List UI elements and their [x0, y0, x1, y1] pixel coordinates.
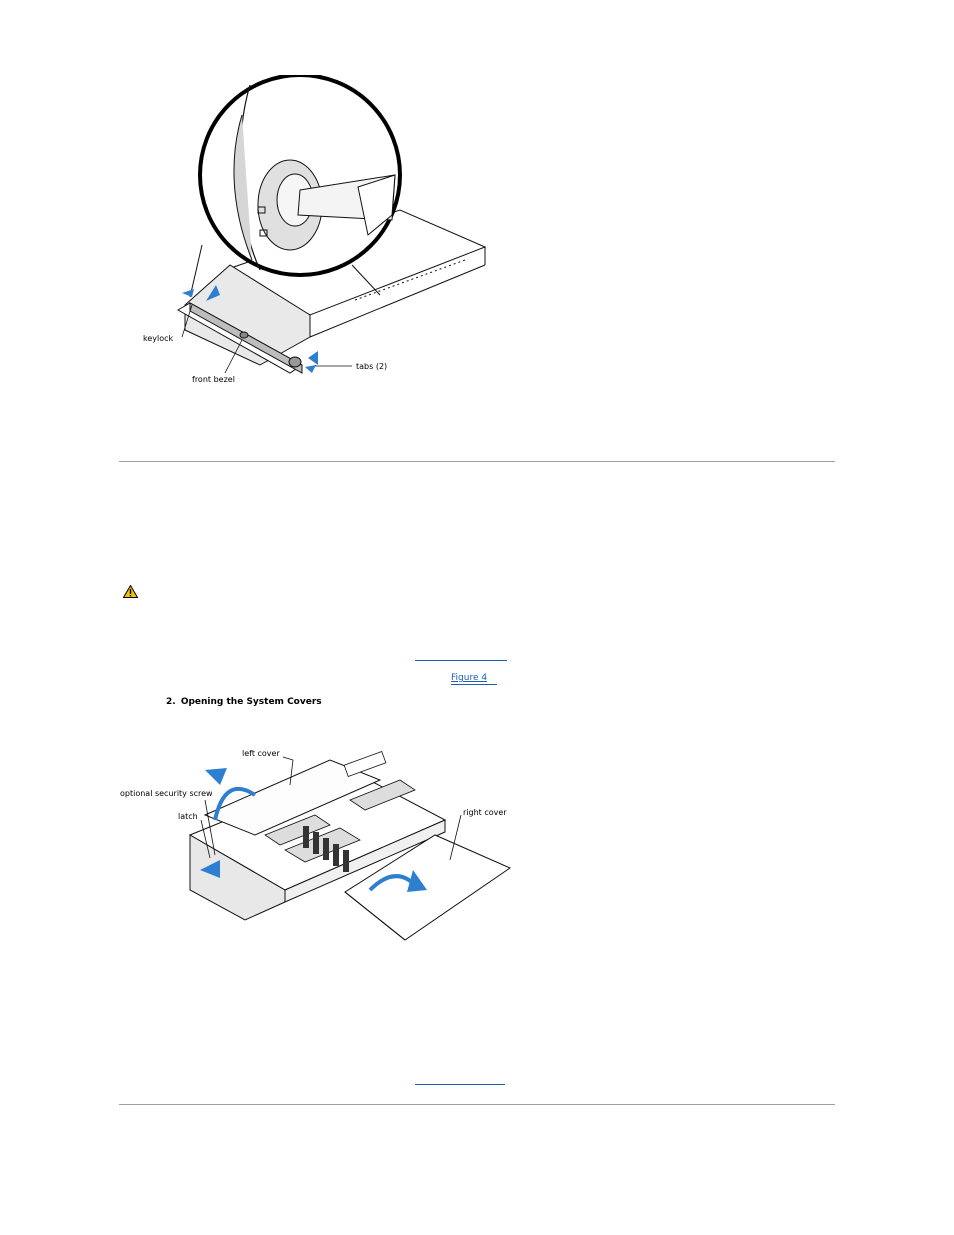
front-bezel-figure: [130, 75, 510, 395]
callout-optional-security-screw: optional security screw: [120, 789, 213, 798]
callout-left-cover: left cover: [242, 749, 280, 758]
callout-tabs: tabs (2): [356, 362, 388, 371]
step-title: Opening the System Covers: [180, 697, 322, 707]
step-number: 2.: [166, 697, 176, 707]
figure-4-link[interactable]: Figure 4: [451, 673, 488, 683]
system-covers-figure: [115, 740, 515, 950]
figure-4-link-underline: [451, 684, 497, 685]
section-divider-top: [119, 461, 835, 462]
callout-right-cover: right cover: [463, 808, 507, 817]
step-2-heading: [166, 697, 322, 707]
warning-triangle-icon: [123, 585, 138, 598]
section-divider-bottom: [119, 1104, 835, 1105]
callout-latch: latch: [178, 812, 198, 821]
callout-front-bezel: front bezel: [192, 375, 235, 384]
callout-keylock: keylock: [143, 334, 174, 343]
cross-reference-link[interactable]: [415, 660, 507, 661]
cross-reference-link-2[interactable]: [415, 1084, 505, 1085]
